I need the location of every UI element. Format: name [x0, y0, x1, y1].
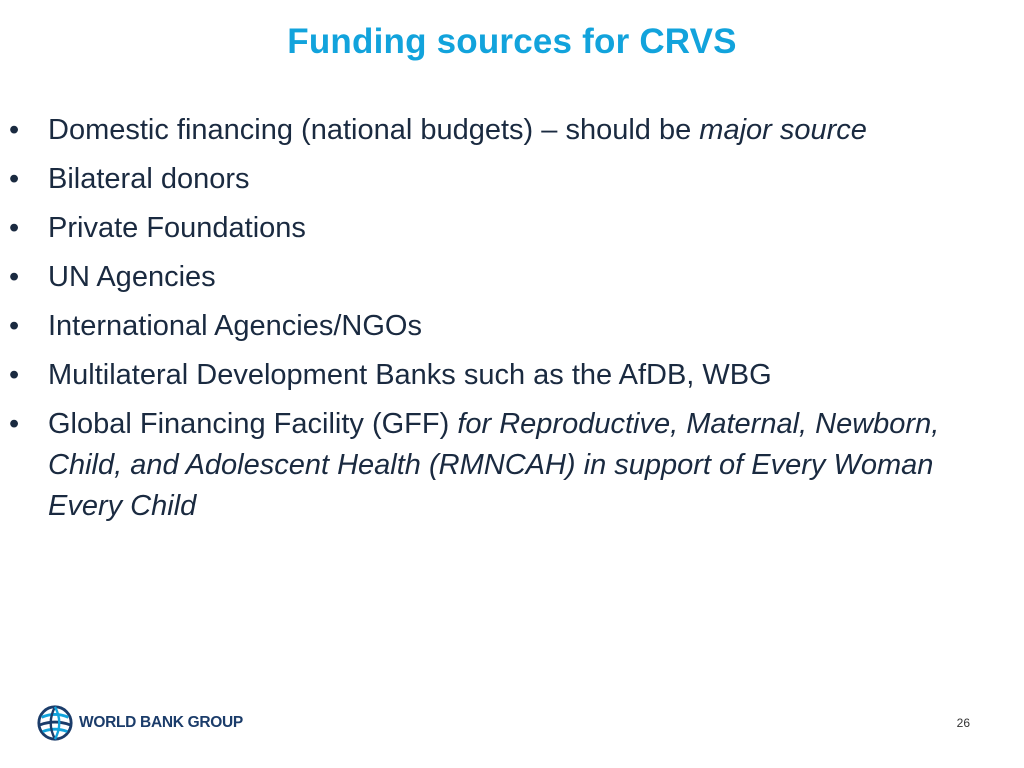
bullet-item-un-agencies	[0, 257, 1024, 298]
bullet-marker: •	[9, 212, 20, 244]
bullet-list	[0, 110, 1024, 535]
bullet-marker: •	[9, 261, 20, 293]
bullet-marker: •	[9, 408, 20, 440]
bullet-text: International Agencies/NGOs	[48, 310, 422, 342]
bullet-marker: •	[9, 359, 20, 391]
bullet-emphasis: for Reproductive, Maternal, Newborn, Child, and Adolescent Health (RMNCAH) in support of Every Woman Every Child	[48, 408, 940, 522]
slide-title: Funding sources for CRVS	[287, 22, 737, 61]
bullet-text: Private Foundations	[48, 212, 306, 244]
bullet-item-domestic-financing	[0, 110, 1024, 151]
bullet-item-multilateral-banks	[0, 355, 1024, 396]
bullet-text: UN Agencies	[48, 261, 216, 293]
bullet-item-gff	[0, 404, 1001, 527]
bullet-marker: •	[9, 163, 20, 195]
bullet-text: Global Financing Facility (GFF)	[48, 408, 458, 440]
page-number: 26	[956, 716, 970, 730]
bullet-marker: •	[9, 310, 20, 342]
bullet-text: Bilateral donors	[48, 163, 250, 195]
logo-wordmark: WORLD BANK GROUP	[79, 714, 243, 731]
bullet-item-bilateral-donors	[0, 159, 1024, 200]
bullet-item-private-foundations	[0, 208, 1024, 249]
bullet-text: Domestic financing (national budgets) – should be	[48, 114, 700, 146]
globe-icon	[36, 704, 74, 742]
bullet-marker: •	[9, 114, 20, 146]
bullet-item-international-agencies	[0, 306, 1024, 347]
bullet-emphasis: major source	[699, 114, 867, 146]
bullet-text: Multilateral Development Banks such as the AfDB, WBG	[48, 359, 772, 391]
world-bank-group-logo	[36, 704, 243, 742]
